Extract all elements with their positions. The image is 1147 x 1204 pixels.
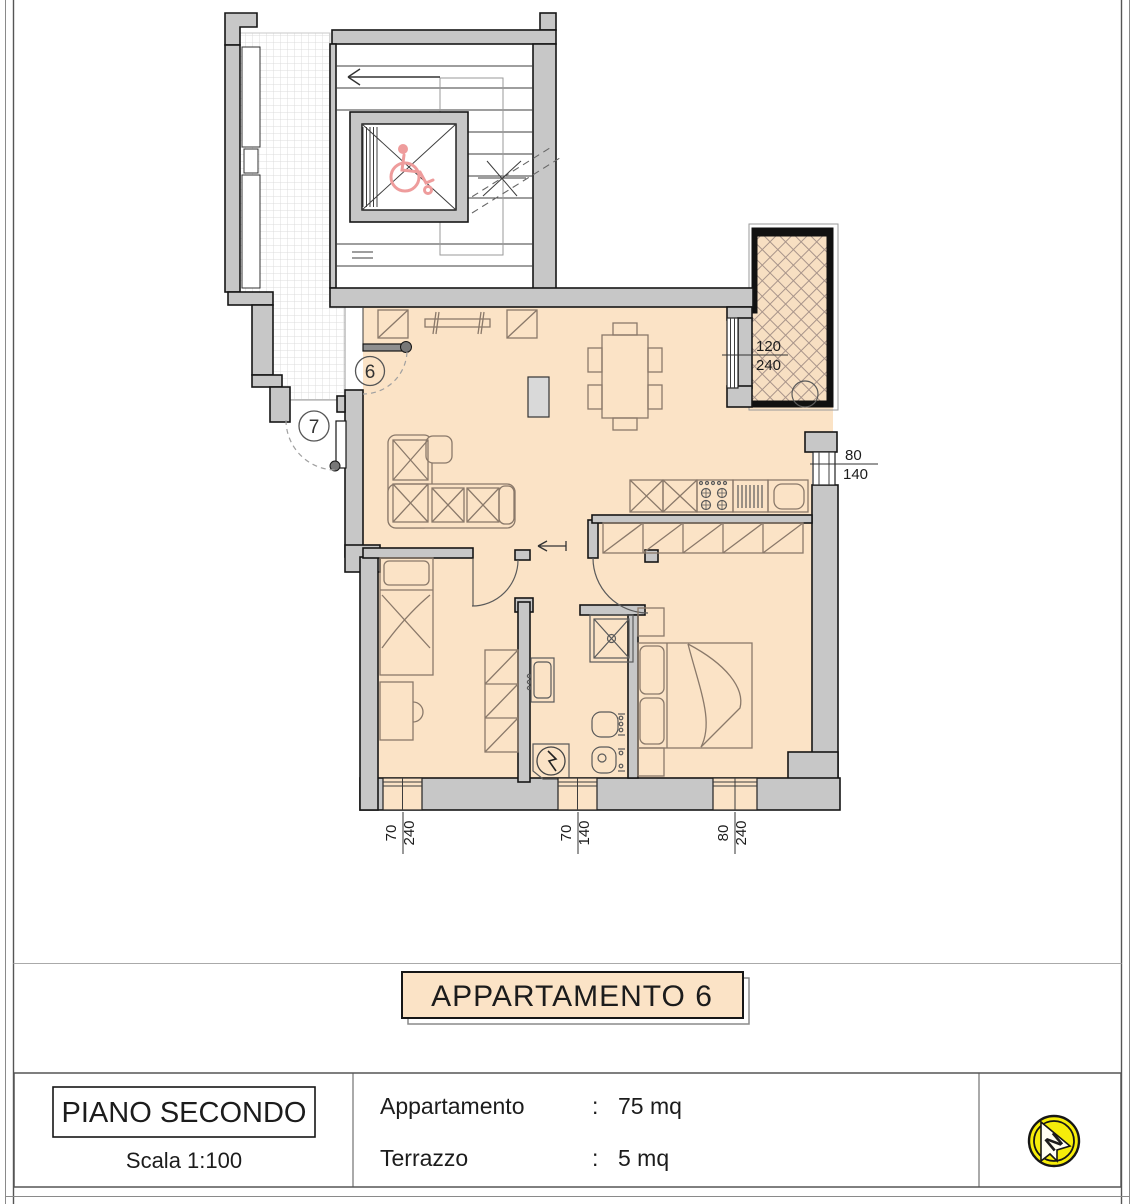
area-value: 5 mq [618, 1145, 670, 1171]
dim-height: 140 [576, 820, 593, 846]
door-number-7 [299, 411, 329, 441]
dim-height: 140 [843, 466, 869, 483]
area-colon: : [592, 1093, 599, 1119]
apartment-title-box [402, 972, 749, 1024]
footer-bar [14, 1073, 1121, 1187]
dim-bathroom-window [558, 812, 593, 854]
door-number-label: 6 [364, 362, 376, 383]
column [528, 377, 549, 417]
dim-width: 70 [383, 824, 400, 842]
drainer [738, 485, 762, 508]
bedroom2-window [713, 778, 757, 810]
dim-height: 240 [756, 357, 782, 374]
kitchen-window [813, 452, 835, 485]
dim-height: 240 [401, 820, 418, 846]
floor-label: PIANO SECONDO [61, 1097, 307, 1129]
north-letter: N [1041, 1128, 1068, 1157]
landing-door [242, 47, 260, 288]
dim-bedroom2-window [715, 812, 750, 854]
apartment-title: APPARTAMENTO 6 [431, 980, 713, 1013]
area-value: 75 mq [618, 1093, 682, 1119]
terrace-paving [752, 228, 833, 407]
elevator [350, 112, 468, 222]
stair-direction-arrow [348, 69, 440, 85]
dim-height: 240 [733, 820, 750, 846]
bathroom-window [558, 778, 597, 810]
scale-label: Scala 1:100 [125, 1148, 243, 1173]
terrace-window [727, 318, 738, 388]
dim-width: 70 [558, 824, 575, 842]
area-label: Appartamento [380, 1093, 525, 1119]
terrace [749, 224, 838, 410]
dim-width: 80 [715, 824, 732, 842]
door-number-label: 7 [308, 417, 320, 438]
dim-width: 80 [845, 447, 862, 464]
dim-bedroom1-window [383, 812, 418, 854]
area-colon: : [592, 1145, 599, 1171]
area-label: Terrazzo [380, 1145, 469, 1171]
north-arrow-icon [1029, 1116, 1079, 1166]
bedroom1-window [383, 778, 422, 810]
dim-width: 120 [756, 338, 782, 355]
